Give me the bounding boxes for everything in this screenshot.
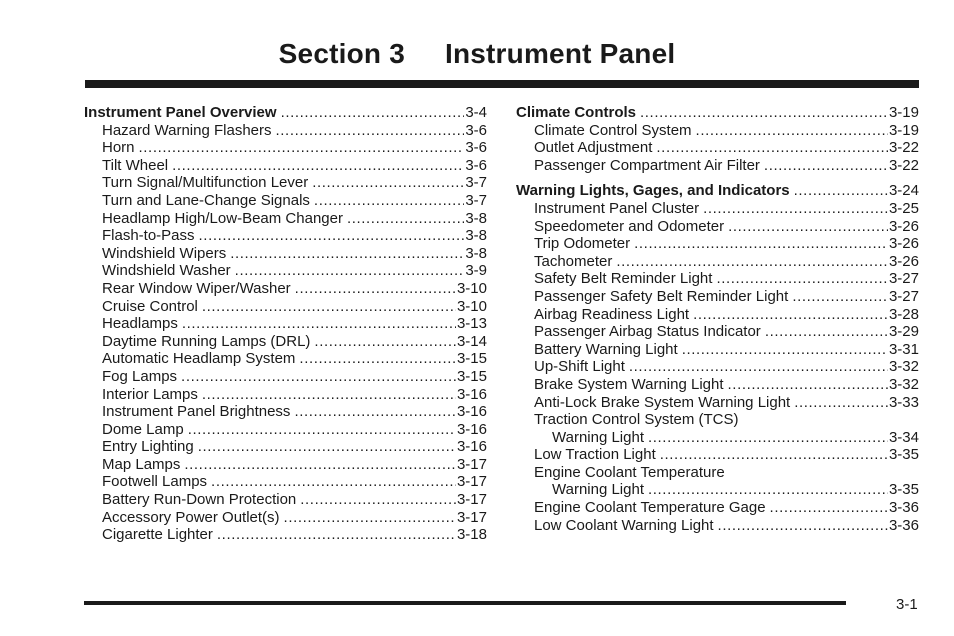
toc-entry: [516, 139, 919, 157]
toc-entry-page: 3-7: [465, 174, 487, 192]
dot-leader: [139, 139, 465, 157]
toc-entry-page: 3-24: [888, 182, 919, 200]
toc-entry-page: 3-26: [888, 217, 919, 235]
dot-leader: [198, 438, 456, 456]
dot-leader: [211, 473, 456, 491]
toc-entry-title: Hazard Warning Flashers: [102, 121, 272, 139]
toc-entry-page: 3-28: [888, 305, 919, 323]
dot-leader: [629, 358, 888, 376]
toc-entry-title: Dome Lamp: [102, 420, 184, 438]
toc-entry: [84, 174, 487, 192]
dot-leader: [294, 403, 456, 421]
toc-entry-title: Rear Window Wiper/Washer: [102, 279, 291, 297]
toc-entry: [516, 288, 919, 306]
toc-entry: [84, 315, 487, 333]
dot-leader: [276, 122, 465, 140]
toc-entry-page: 3-15: [456, 350, 487, 368]
dot-leader: [764, 157, 888, 175]
dot-leader: [202, 386, 456, 404]
toc-entry: [84, 298, 487, 316]
toc-entry: [84, 491, 487, 509]
toc-entry-page: 3-8: [465, 209, 487, 227]
toc-entry-page: 3-26: [888, 235, 919, 253]
toc-entry-page: 3-32: [888, 358, 919, 376]
toc-entry: [516, 341, 919, 359]
toc-entry: [516, 306, 919, 324]
dot-leader: [634, 235, 888, 253]
toc-entry-page: 3-17: [456, 491, 487, 509]
toc-entry-page: 3-31: [888, 340, 919, 358]
toc-entry-title: Automatic Headlamp System: [102, 350, 296, 368]
toc-entry: [84, 280, 487, 298]
toc-heading: [84, 104, 487, 122]
dot-leader: [281, 104, 465, 122]
toc-entry-page: 3-29: [888, 323, 919, 341]
toc-entry: [516, 218, 919, 236]
dot-leader: [792, 288, 888, 306]
dot-leader: [299, 350, 456, 368]
dot-leader: [312, 174, 464, 192]
toc-entry: [516, 464, 919, 482]
toc-entry: [516, 157, 919, 175]
toc-heading: [516, 182, 919, 200]
toc-entry-page: 3-4: [465, 104, 487, 121]
toc-entry-title: Trip Odometer: [534, 235, 631, 253]
section-number: 3: [389, 38, 405, 69]
dot-leader: [235, 262, 465, 280]
toc-entry: [516, 323, 919, 341]
toc-entry-title: Passenger Safety Belt Reminder Light: [534, 287, 789, 305]
toc-entry: [84, 438, 487, 456]
toc-group: [84, 104, 487, 544]
toc-heading: [516, 104, 919, 122]
toc-entry: [516, 499, 919, 517]
toc-entry-title: Headlamps: [102, 315, 178, 333]
toc-entry-page: 3-18: [456, 526, 487, 544]
page-number: 3-1: [896, 596, 918, 613]
toc-entry-title: Horn: [102, 139, 135, 157]
toc-entry-title: Engine Coolant Temperature: [534, 463, 725, 481]
toc-entry-page: 3-35: [888, 481, 919, 499]
toc-entry-page: 3-17: [456, 473, 487, 491]
toc-entry-page: 3-7: [465, 191, 487, 209]
dot-leader: [300, 491, 456, 509]
toc-entry-page: 3-16: [456, 385, 487, 403]
toc-entry: [516, 235, 919, 253]
toc-entry-page: 3-27: [888, 287, 919, 305]
toc-entry-title: Warning Lights, Gages, and Indicators: [516, 182, 790, 200]
toc-entry: [84, 245, 487, 263]
toc-entry: [84, 210, 487, 228]
toc-entry: [84, 333, 487, 351]
toc-entry-title: Brake System Warning Light: [534, 375, 724, 393]
toc-entry-continuation: [516, 481, 919, 499]
toc-entry: [516, 253, 919, 271]
dot-leader: [314, 192, 464, 210]
section-label: Section: [278, 38, 382, 69]
toc-entry-title: Windshield Washer: [102, 262, 231, 280]
toc-entry: [516, 358, 919, 376]
toc-entry-page: 3-16: [456, 420, 487, 438]
toc-entry-page: 3-10: [456, 297, 487, 315]
dot-leader: [284, 509, 456, 527]
dot-leader: [648, 481, 888, 499]
dot-leader: [172, 157, 464, 175]
dot-leader: [199, 227, 465, 245]
toc-entry: [84, 456, 487, 474]
toc-entry-title: Up-Shift Light: [534, 358, 625, 376]
toc-entry-page: 3-36: [888, 499, 919, 517]
toc-entry-title: Flash-to-Pass: [102, 227, 195, 245]
toc-group: [516, 182, 919, 534]
toc-entry: [516, 446, 919, 464]
toc-entry-title: Windshield Wipers: [102, 244, 227, 262]
toc-entry-title: Map Lamps: [102, 455, 181, 473]
dot-leader: [648, 429, 888, 447]
toc-entry-page: 3-22: [888, 139, 919, 157]
toc-entry-title: Anti-Lock Brake System Warning Light: [534, 393, 791, 411]
toc-entry-title: Passenger Compartment Air Filter: [534, 156, 760, 174]
toc-entry-page: 3-34: [888, 428, 919, 446]
dot-leader: [314, 333, 456, 351]
toc-entry: [84, 421, 487, 439]
toc-entry-page: 3-9: [465, 262, 487, 280]
toc-entry-title: Instrument Panel Brightness: [102, 403, 291, 421]
toc-entry: [84, 403, 487, 421]
toc-entry: [84, 350, 487, 368]
toc-entry-page: 3-19: [888, 121, 919, 139]
toc-entry-title: Speedometer and Odometer: [534, 217, 725, 235]
toc-entry-title: Cigarette Lighter: [102, 526, 213, 544]
toc-entry: [84, 386, 487, 404]
toc-entry-title: Traction Control System (TCS): [534, 411, 739, 429]
toc-entry-page: 3-32: [888, 375, 919, 393]
toc-entry: [84, 473, 487, 491]
toc-entry-page: 3-26: [888, 252, 919, 270]
toc-entry-title: Tachometer: [534, 252, 613, 270]
toc-entry-continuation: [516, 429, 919, 447]
dot-leader: [794, 182, 888, 200]
dot-leader: [660, 446, 888, 464]
toc-entry-page: 3-8: [465, 244, 487, 262]
dot-leader: [188, 421, 456, 439]
dot-leader: [230, 245, 464, 263]
section-title: [0, 38, 954, 70]
toc-entry-title: Turn and Lane-Change Signals: [102, 191, 310, 209]
toc-entry-page: 3-36: [888, 516, 919, 534]
toc-entry-page: 3-8: [465, 227, 487, 245]
dot-leader: [728, 376, 888, 394]
dot-leader: [656, 139, 888, 157]
toc-entry-title: Low Coolant Warning Light: [534, 516, 714, 534]
toc-entry: [516, 122, 919, 140]
dot-leader: [728, 218, 888, 236]
toc-entry-title: Footwell Lamps: [102, 473, 208, 491]
toc-entry: [84, 509, 487, 527]
toc-entry-page: 3-33: [888, 393, 919, 411]
toc-entry-title: Safety Belt Reminder Light: [534, 270, 713, 288]
toc-entry: [84, 192, 487, 210]
toc-entry-title: Passenger Airbag Status Indicator: [534, 323, 761, 341]
toc-entry-page: 3-15: [456, 367, 487, 385]
toc-entry: [516, 270, 919, 288]
toc-entry-title: Instrument Panel Overview: [84, 104, 277, 121]
toc-entry: [84, 139, 487, 157]
toc-entry: [84, 122, 487, 140]
toc-entry-title: Battery Run-Down Protection: [102, 491, 297, 509]
toc-entry-title: Interior Lamps: [102, 385, 198, 403]
toc-entry-page: 3-22: [888, 156, 919, 174]
dot-leader: [770, 499, 888, 517]
toc-entry-title: Battery Warning Light: [534, 340, 678, 358]
toc-entry-title: Accessory Power Outlet(s): [102, 508, 280, 526]
toc-entry-title: Climate Controls: [516, 104, 637, 121]
toc-entry: [84, 157, 487, 175]
dot-leader: [765, 323, 888, 341]
dot-leader: [217, 526, 456, 544]
toc-entry-title: Daytime Running Lamps (DRL): [102, 332, 311, 350]
dot-leader: [693, 306, 888, 324]
toc-entry-title: Entry Lighting: [102, 438, 194, 456]
toc-entry-title: Outlet Adjustment: [534, 139, 653, 157]
toc-entry-title: Cruise Control: [102, 297, 198, 315]
dot-leader: [703, 200, 888, 218]
toc-entry-page: 3-10: [456, 279, 487, 297]
header-rule: [85, 80, 919, 88]
toc-entry-title: Airbag Readiness Light: [534, 305, 690, 323]
toc-entry-page: 3-19: [888, 104, 919, 121]
toc-entry-title: Low Traction Light: [534, 446, 656, 464]
dot-leader: [202, 298, 456, 316]
toc-entry: [84, 262, 487, 280]
toc-entry: [84, 227, 487, 245]
dot-leader: [794, 394, 888, 412]
dot-leader: [182, 315, 456, 333]
section-name: Instrument Panel: [444, 38, 676, 69]
toc-entry-page: 3-6: [465, 139, 487, 157]
toc-entry: [84, 526, 487, 544]
toc-entry-page: 3-35: [888, 446, 919, 464]
toc-entry-page: 3-16: [456, 438, 487, 456]
toc-entry-page: 3-16: [456, 403, 487, 421]
dot-leader: [616, 253, 888, 271]
dot-leader: [682, 341, 888, 359]
toc-entry-title: Turn Signal/Multifunction Lever: [102, 174, 309, 192]
toc-entry: [516, 411, 919, 429]
toc-entry: [516, 394, 919, 412]
toc-entry-page: 3-27: [888, 270, 919, 288]
dot-leader: [347, 210, 464, 228]
toc-entry-page: 3-17: [456, 508, 487, 526]
toc-entry-title: Headlamp High/Low-Beam Changer: [102, 209, 343, 227]
dot-leader: [181, 368, 456, 386]
dot-leader: [718, 517, 888, 535]
toc-entry-title: Engine Coolant Temperature Gage: [534, 499, 766, 517]
toc-entry: [84, 368, 487, 386]
toc-column-right: [516, 104, 919, 534]
toc-entry-title: Instrument Panel Cluster: [534, 199, 700, 217]
toc-entry-title: Warning Light: [552, 481, 644, 499]
dot-leader: [184, 456, 456, 474]
dot-leader: [640, 104, 888, 122]
dot-leader: [295, 280, 456, 298]
dot-leader: [716, 270, 888, 288]
toc-entry-page: 3-6: [465, 121, 487, 139]
toc-entry-title: Climate Control System: [534, 121, 692, 139]
toc-entry-title: Fog Lamps: [102, 367, 178, 385]
toc-column-left: [84, 104, 487, 544]
toc-entry: [516, 517, 919, 535]
toc-entry-page: 3-6: [465, 156, 487, 174]
footer-rule: [84, 601, 846, 605]
toc-entry-title: Warning Light: [552, 428, 644, 446]
dot-leader: [696, 122, 888, 140]
toc-entry-page: 3-13: [456, 315, 487, 333]
toc-entry-page: 3-25: [888, 199, 919, 217]
toc-entry-page: 3-17: [456, 455, 487, 473]
toc-entry: [516, 376, 919, 394]
toc-entry: [516, 200, 919, 218]
toc-group: [516, 104, 919, 174]
toc-entry-page: 3-14: [456, 332, 487, 350]
toc-entry-title: Tilt Wheel: [102, 156, 169, 174]
